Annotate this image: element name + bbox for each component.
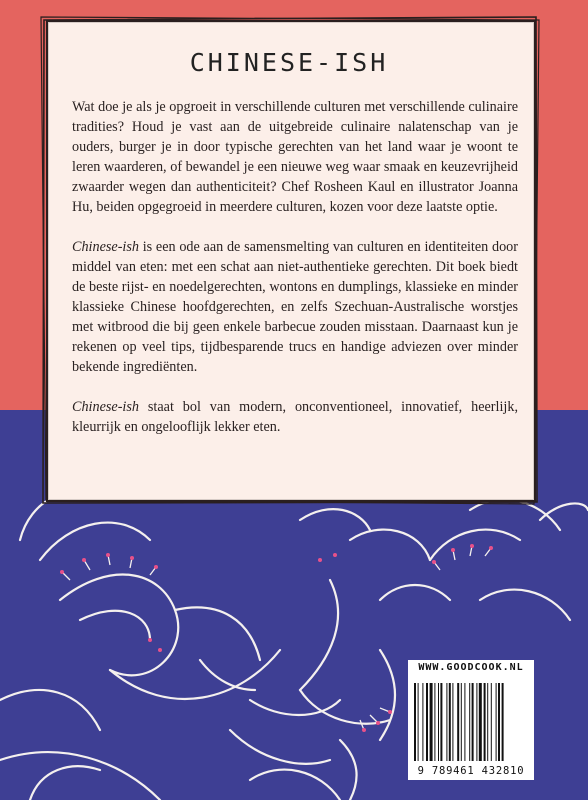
barcode — [414, 683, 528, 761]
paragraph-2 — [72, 237, 518, 377]
paragraph-1 — [72, 97, 518, 217]
paragraph-2-lead: Chinese-ish — [72, 239, 139, 255]
paragraph-3-lead: Chinese-ish — [72, 399, 139, 415]
publisher-website: WWW.GOODCOOK.NL — [418, 662, 524, 673]
isbn-number: 9 789461 432810 — [417, 765, 525, 777]
paragraph-3-text: staat bol van modern, onconventioneel, innovatief, heerlijk, kleurrijk en ongelooflijk lekker eten. — [72, 399, 518, 435]
blurb — [72, 97, 518, 457]
paragraph-1-text: Wat doe je als je opgroeit in verschillende culturen met verschillende culinaire tradities? Houd je vast aan de uitgebreide culinaire nalatenschap van je ouders, burger je in door typische gerechten van het land waar je woont te leren waarderen, of bewandel je een nieuwe weg waar smaak en keuzevrijheid zwaarder wegen dan authenticiteit? Chef Rosheen Kaul en illustrator Joanna Hu, beiden opgegroeid in meerdere culturen, kozen voor deze laatste optie. — [72, 99, 518, 215]
book-title: CHINESE-ISH — [189, 48, 389, 77]
paragraph-3 — [72, 397, 518, 437]
paragraph-2-text: is een ode aan de samensmelting van culturen en identiteiten door middel van eten: met een schat aan niet-authentieke gerechten. Dit boek biedt de beste rijst- en noedelgerechten, wontons en dumplings, klassieke en minder klassieke Chinese hoofdgerechten, en zelfs Szechuan-Australische worstjes met witbrood die bij geen enkele barbecue zouden misstaan. Daarnaast kun je rekenen op veel tips, tijdbesparende trucs en handige adviezen over minder bekende ingrediënten. — [72, 239, 518, 375]
